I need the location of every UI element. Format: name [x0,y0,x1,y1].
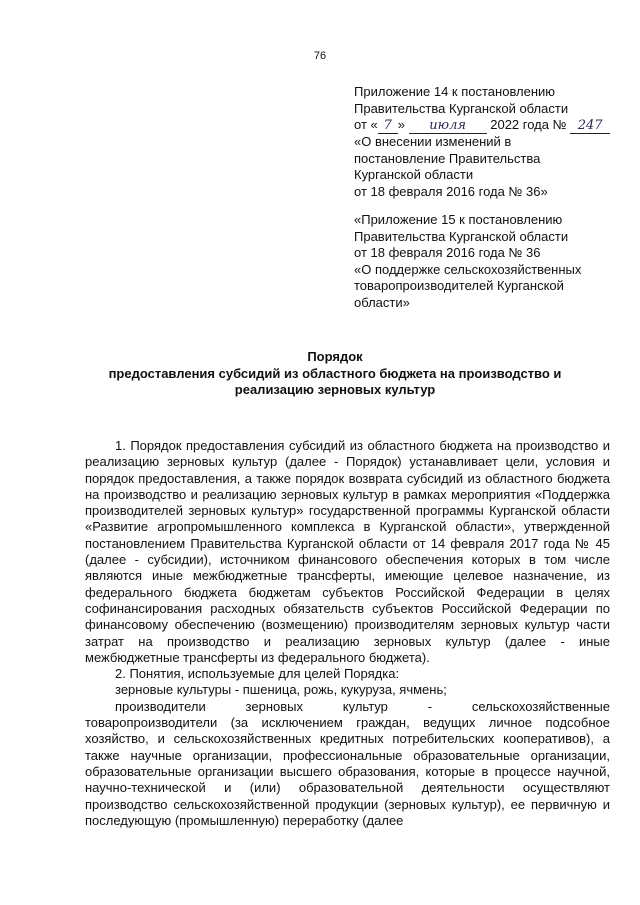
appendix-14-line-4: «О внесении изменений в [354,134,512,149]
title-line-2: предоставления субсидий из областного бюджета на производство и [108,365,562,381]
appendix-14-line-5: постановление Правительства [354,150,541,166]
document-title [100,349,570,399]
date-suffix: 2022 года № [490,117,567,132]
page-number: 76 [313,50,327,62]
title-line-3: реализацию зерновых культур [234,382,436,397]
appendix-14-line-2: Правительства Курганской области [354,100,569,116]
document-body [85,438,610,829]
handwritten-day: 7 [378,119,398,134]
appendix-15-line-1: «Приложение 15 к постановлению [354,212,563,227]
appendix-15-line-4: «О поддержке сельскохозяйственных [354,261,582,277]
paragraph-4-continuation: товаропроизводители (за исключением граждан, ведущих личное подсобное хозяйство, и сельскохозяйственных кредитных потребительских кооперативов), а также научные организации, профессиональные образовательные организации, образовательные организации высшего образования, которые в процессе научной, научно-технической и (или) образовательной деятельности осуществляют производство сельскохозяйственной продукции (зерновых культур), ее первичную и последующую (промышленную) переработку (далее [85,715,610,828]
date-mid: » [397,117,405,132]
handwritten-month: июля [409,119,487,134]
appendix-14-line-1: Приложение 14 к постановлению [354,84,556,99]
appendix-15-line-2: Правительства Курганской области [354,228,569,244]
appendix-15-line-6: области» [354,294,410,310]
appendix-14-line-6: Курганской области [354,167,474,182]
appendix-15-header [354,212,624,311]
paragraph-2: 2. Понятия, используемые для целей Порядка: [115,666,400,682]
appendix-14-date-line [354,117,624,134]
date-prefix: от « [354,117,378,132]
appendix-14-header [354,84,624,200]
appendix-15-line-3: от 18 февраля 2016 года № 36 [354,245,541,260]
paragraph-1: 1. Порядок предоставления субсидий из областного бюджета на производство и реализацию зерновых культур (далее - Порядок) устанавливает цели, условия и порядок предоставления, а также порядок возврата субсидий из областного бюджета на производство и реализацию зерновых культур в рамках мероприятия «Поддержка производителей зерновых культур» государственной программы Курганской области «Развитие агропромышленного комплекса в Курганской области», утвержденной постановлением Правительства Курганской области от 14 февраля 2017 года № 45 (далее - субсидии), источником финансового обеспечения которых в том числе являются иные межбюджетные трансферты, имеющие целевое назначение, из федерального бюджета бюджетам субъектов Российской Федерации в целях софинансирования расходных обязательств субъектов Российской Федерации по финансовому обеспечению (возмещению) производителям зерновых культур части затрат на производство и реализацию зерновых культур (далее - иные межбюджетные трансферты из федерального бюджета). [85,438,610,665]
title-line-1: Порядок [307,349,363,364]
appendix-14-line-7: от 18 февраля 2016 года № 36» [354,183,548,199]
appendix-15-line-5: товаропроизводителей Курганской [354,278,564,293]
paragraph-4-first-line: производители зерновых культур - сельскохозяйственные [115,698,610,714]
paragraph-3: зерновые культуры - пшеница, рожь, кукуруза, ячмень; [115,682,447,698]
handwritten-number: 247 [570,119,610,134]
